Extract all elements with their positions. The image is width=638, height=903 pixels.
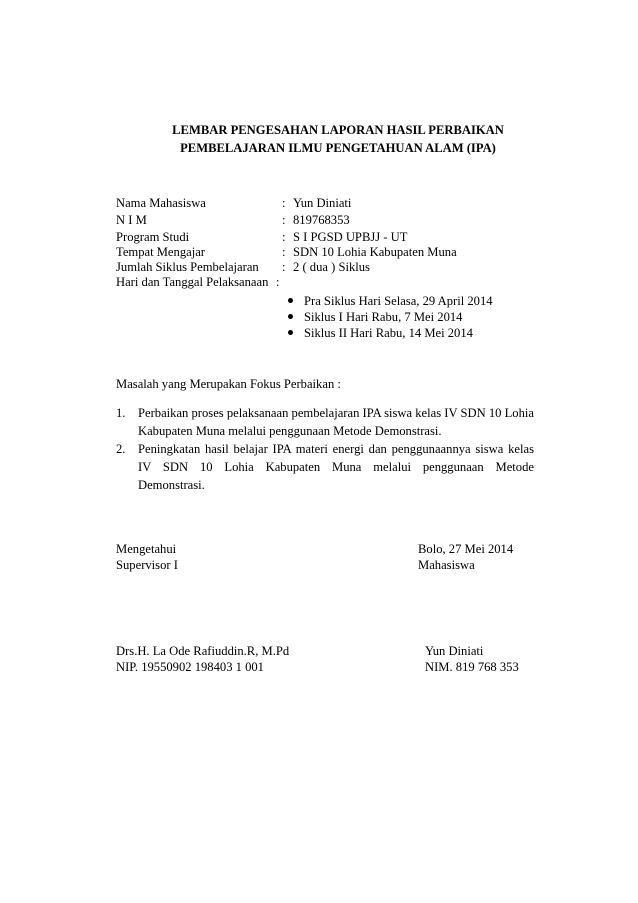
list-item-number: 2. xyxy=(116,442,126,456)
list-item xyxy=(282,325,493,341)
bullet-icon xyxy=(288,330,293,335)
list-item xyxy=(116,404,534,440)
sign-left-name: Drs.H. La Ode Rafiuddin.R, M.Pd xyxy=(116,644,290,658)
sign-left-line2: Supervisor I xyxy=(116,558,178,572)
field-label: Program Studi xyxy=(116,230,190,244)
field-colon: : xyxy=(282,260,286,274)
field-label: Jumlah Siklus Pembelajaran xyxy=(116,260,259,274)
list-item xyxy=(282,309,493,325)
sign-right-date: Bolo, 27 Mei 2014 xyxy=(418,542,514,556)
sign-right-line2: Mahasiswa xyxy=(418,558,475,572)
field-colon: : xyxy=(282,196,286,210)
sign-right-name: Yun Diniati xyxy=(425,644,484,658)
field-colon: : xyxy=(282,213,286,227)
field-value: Yun Diniati xyxy=(293,196,352,210)
schedule-item-text: Siklus I Hari Rabu, 7 Mei 2014 xyxy=(304,310,463,324)
focus-list xyxy=(116,404,534,494)
field-label: N I M xyxy=(116,213,147,227)
sign-right-id: NIM. 819 768 353 xyxy=(425,660,519,674)
schedule-item-text: Pra Siklus Hari Selasa, 29 April 2014 xyxy=(304,294,493,308)
field-colon: : xyxy=(282,230,286,244)
schedule-list xyxy=(282,293,493,341)
schedule-item-text: Siklus II Hari Rabu, 14 Mei 2014 xyxy=(304,326,473,340)
field-colon: : xyxy=(282,245,286,259)
sign-left-id: NIP. 19550902 198403 1 001 xyxy=(116,660,264,674)
list-item xyxy=(116,440,534,494)
field-value: S I PGSD UPBJJ - UT xyxy=(293,230,408,244)
list-item-number: 1. xyxy=(116,406,126,420)
list-item xyxy=(282,293,493,309)
field-value: 819768353 xyxy=(293,213,350,227)
document-title-line1: LEMBAR PENGESAHAN LAPORAN HASIL PERBAIKAN xyxy=(172,123,504,137)
field-label: Nama Mahasiswa xyxy=(116,196,206,210)
document-title-line2: PEMBELAJARAN ILMU PENGETAHUAN ALAM (IPA) xyxy=(180,141,496,155)
list-item-text: Peningkatan hasil belajar IPA materi energi dan penggunaannya siswa kelas IV SDN 10 Lohia Kabupaten Muna melalui penggunaan Metode Demonstrasi. xyxy=(138,442,534,492)
bullet-icon xyxy=(288,314,293,319)
list-item-text: Perbaikan proses pelaksanaan pembelajaran IPA siswa kelas IV SDN 10 Lohia Kabupaten Muna melalui penggunaan Metode Demonstrasi. xyxy=(138,406,534,438)
field-value: SDN 10 Lohia Kabupaten Muna xyxy=(293,245,457,259)
field-label: Hari dan Tanggal Pelaksanaan xyxy=(116,275,269,289)
field-value: 2 ( dua ) Siklus xyxy=(293,260,370,274)
field-label: Tempat Mengajar xyxy=(116,245,205,259)
bullet-icon xyxy=(288,298,293,303)
focus-heading: Masalah yang Merupakan Fokus Perbaikan : xyxy=(116,377,341,391)
field-colon: : xyxy=(276,275,280,289)
sign-left-line1: Mengetahui xyxy=(116,542,177,556)
